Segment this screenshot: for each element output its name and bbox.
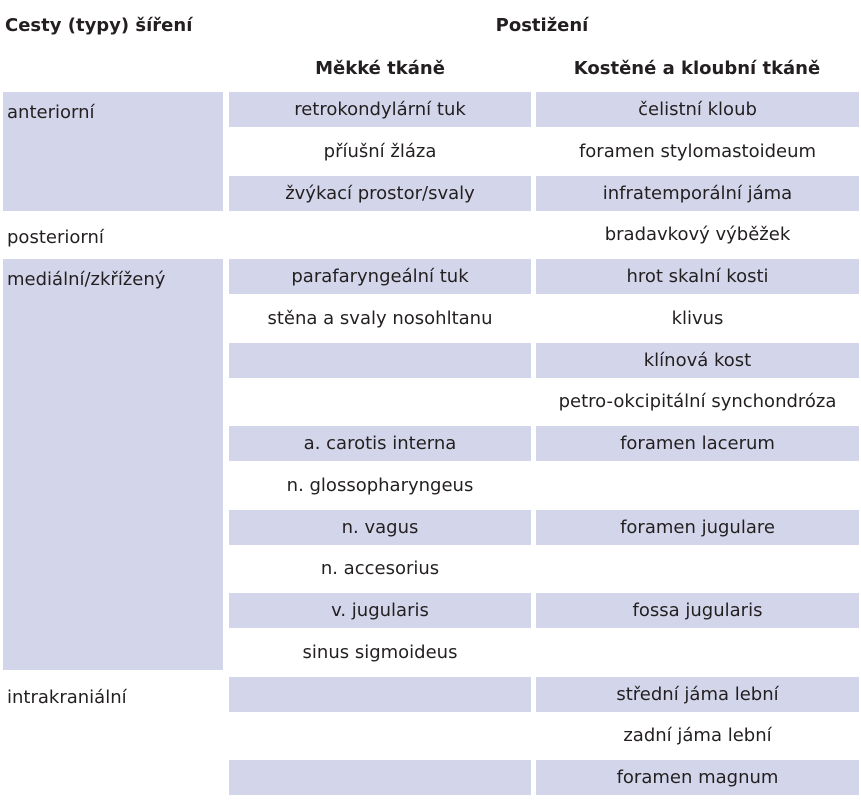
soft-tissue-cell (229, 760, 531, 795)
bone-tissue-cell: zadní jáma lební (623, 724, 772, 746)
spread-way-label: posteriorní (7, 227, 104, 248)
soft-tissue-cell (229, 384, 531, 419)
spread-way-label: intrakraniální (7, 687, 127, 708)
soft-tissue-cell: a. carotis interna (229, 426, 531, 461)
bone-tissue-cell: střední jáma lební (536, 677, 859, 712)
soft-tissue-cell: žvýkací prostor/svaly (229, 176, 531, 211)
soft-tissue-cell: sinus sigmoideus (302, 641, 458, 663)
bone-tissue-cell: čelistní kloub (536, 92, 859, 127)
bone-tissue-cell (536, 468, 859, 503)
bone-tissue-cell: petro-okcipitální synchondróza (558, 390, 837, 412)
column-header-soft-tissue: Měkké tkáně (315, 58, 445, 79)
soft-tissue-cell (229, 343, 531, 378)
bone-tissue-cell: fossa jugularis (536, 593, 859, 628)
bone-tissue-cell: foramen lacerum (536, 426, 859, 461)
column-header-bone-tissue: Kostěné a kloubní tkáně (573, 58, 821, 79)
soft-tissue-cell: parafaryngeální tuk (229, 259, 531, 294)
bone-tissue-cell: infratemporální jáma (536, 176, 859, 211)
spread-way-label: mediální/zkřížený (3, 259, 223, 670)
column-header-affection: Postižení (495, 15, 589, 36)
soft-tissue-cell: stěna a svaly nosohltanu (267, 307, 493, 329)
soft-tissue-cell: v. jugularis (229, 593, 531, 628)
soft-tissue-cell (229, 718, 531, 753)
soft-tissue-cell: příušní žláza (323, 140, 437, 162)
soft-tissue-cell: n. glossopharyngeus (286, 474, 474, 496)
bone-tissue-cell: foramen jugulare (536, 510, 859, 545)
bone-tissue-cell (536, 551, 859, 586)
soft-tissue-cell: n. vagus (229, 510, 531, 545)
soft-tissue-cell (229, 217, 531, 252)
column-header-ways: Cesty (typy) šíření (5, 15, 193, 36)
bone-tissue-cell: klivus (671, 307, 724, 329)
spread-way-label: anteriorní (3, 92, 223, 211)
bone-tissue-cell: foramen stylomastoideum (578, 140, 817, 162)
bone-tissue-cell: foramen magnum (536, 760, 859, 795)
soft-tissue-cell (229, 677, 531, 712)
bone-tissue-cell: hrot skalní kosti (536, 259, 859, 294)
soft-tissue-cell: n. accesorius (320, 557, 440, 579)
bone-tissue-cell: bradavkový výběžek (604, 223, 791, 245)
soft-tissue-cell: retrokondylární tuk (229, 92, 531, 127)
bone-tissue-cell (536, 635, 859, 670)
bone-tissue-cell: klínová kost (536, 343, 859, 378)
